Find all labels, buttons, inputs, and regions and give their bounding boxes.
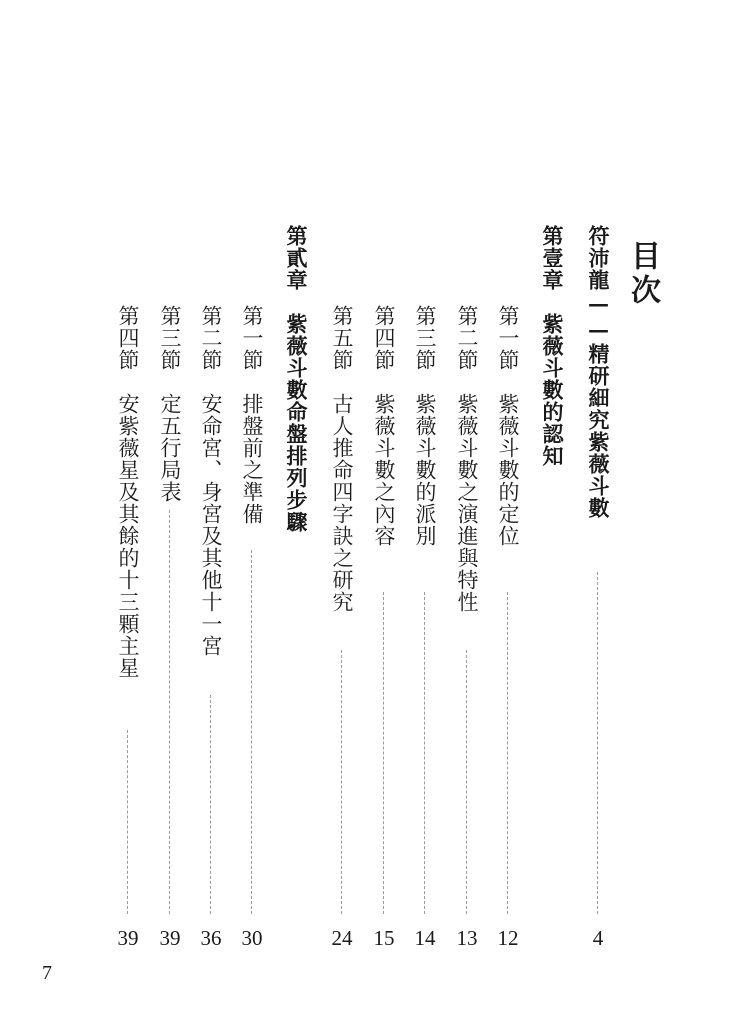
entry-text: 第五節 古人推命四字訣之研究 bbox=[330, 305, 354, 613]
entry-text: 第貳章 紫薇斗數命盤排列步驟 bbox=[284, 225, 309, 533]
page-number: 12 bbox=[497, 926, 519, 950]
leader-dots bbox=[169, 510, 170, 914]
page-number: 30 bbox=[241, 926, 263, 950]
entry-text: 第三節 定五行局表 bbox=[158, 305, 182, 503]
page-number: 24 bbox=[331, 926, 353, 950]
leader-dots bbox=[383, 592, 384, 914]
leader-dots bbox=[251, 550, 252, 914]
page-number: 15 bbox=[373, 926, 395, 950]
entry-text: 第壹章 紫薇斗數的認知 bbox=[540, 225, 565, 467]
toc-title: 目次 bbox=[625, 240, 660, 308]
leader-dots bbox=[127, 730, 128, 914]
page-number: 36 bbox=[200, 926, 222, 950]
page-number: 14 bbox=[414, 926, 436, 950]
page-number: 39 bbox=[117, 926, 139, 950]
toc-entry-2-4[interactable] bbox=[108, 0, 148, 1014]
toc-chapter-1[interactable] bbox=[532, 0, 572, 1014]
toc-entry-1-2[interactable] bbox=[447, 0, 487, 1014]
entry-text: 第三節 紫薇斗數的派別 bbox=[413, 305, 437, 547]
toc-entry-preface[interactable] bbox=[578, 0, 618, 1014]
toc-entry-2-3[interactable] bbox=[150, 0, 190, 1014]
toc-entry-2-1[interactable] bbox=[232, 0, 272, 1014]
page-number: 4 bbox=[592, 926, 604, 950]
entry-text: 第四節 紫薇斗數之內容 bbox=[372, 305, 396, 547]
entry-text: 第四節 安紫薇星及其餘的十三顆主星 bbox=[116, 305, 140, 679]
leader-dots bbox=[597, 572, 598, 914]
toc-entry-1-4[interactable] bbox=[364, 0, 404, 1014]
entry-text: 第二節 紫薇斗數之演進與特性 bbox=[455, 305, 479, 613]
toc-chapter-2[interactable] bbox=[276, 0, 316, 1014]
toc-entry-2-2[interactable] bbox=[191, 0, 231, 1014]
entry-text: 第一節 排盤前之準備 bbox=[240, 305, 264, 525]
leader-dots bbox=[424, 592, 425, 914]
leader-dots bbox=[210, 695, 211, 914]
toc-entry-1-1[interactable] bbox=[488, 0, 528, 1014]
leader-dots bbox=[507, 592, 508, 914]
entry-text: 第一節 紫薇斗數的定位 bbox=[496, 305, 520, 547]
page-number: 13 bbox=[456, 926, 478, 950]
page-folio: 7 bbox=[42, 962, 52, 984]
leader-dots bbox=[466, 650, 467, 914]
toc-entry-1-5[interactable] bbox=[322, 0, 362, 1014]
entry-text: 第二節 安命宮、身宮及其他十一宮 bbox=[199, 305, 223, 657]
entry-text: 符沛龍——精研細究紫薇斗數 bbox=[586, 225, 611, 519]
toc-entry-1-3[interactable] bbox=[405, 0, 445, 1014]
leader-dots bbox=[341, 650, 342, 914]
page-number: 39 bbox=[159, 926, 181, 950]
